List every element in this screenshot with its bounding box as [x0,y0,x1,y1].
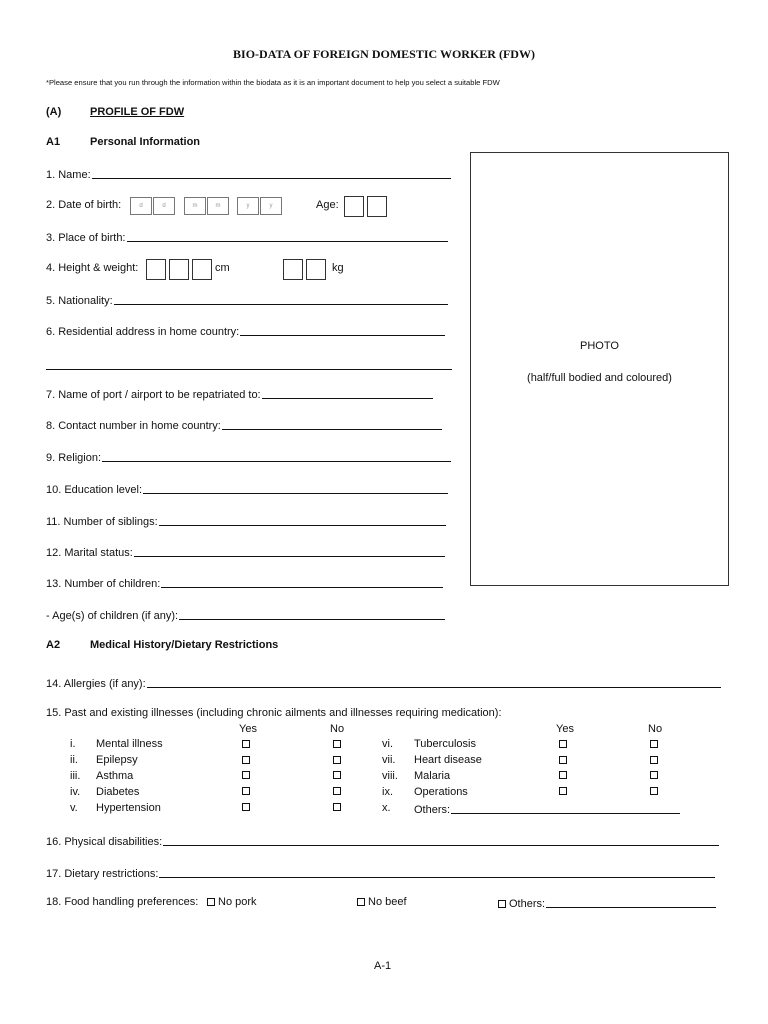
disabilities-field[interactable] [46,832,719,848]
food-others-line[interactable] [546,907,716,908]
operations-yes-checkbox[interactable] [559,787,567,795]
nationality-field[interactable] [46,291,448,307]
cm-unit: cm [215,262,230,274]
food-others-field[interactable] [498,894,716,910]
no-pork-checkbox[interactable] [207,898,215,906]
weight-box-2[interactable] [306,259,326,280]
weight-box-1[interactable] [283,259,303,280]
nationality-label: 5. Nationality: [46,295,113,307]
dob-day-box-2[interactable]: d [153,197,175,215]
age-box-1[interactable] [344,196,364,217]
contact-label: 8. Contact number in home country: [46,420,221,432]
religion-label: 9. Religion: [46,452,102,464]
illness-num: iii. [70,770,81,782]
address-label: 6. Residential address in home country: [46,326,240,338]
illness-yes-header-right: Yes [556,723,574,735]
diabetes-yes-checkbox[interactable] [242,787,250,795]
address-field[interactable] [46,322,445,338]
food-label: 18. Food handling preferences: [46,896,199,908]
education-line[interactable] [143,493,448,494]
illness-num: ii. [70,754,78,766]
illness-num: x. [382,802,391,814]
illness-num: i. [70,738,76,750]
illnesses-question: 15. Past and existing illnesses (including chronic ailments and illnesses requiring medication): [46,707,502,719]
illness-name: Epilepsy [96,754,138,766]
illness-no-header-left: No [330,723,345,735]
dob-year-box-1[interactable]: y [237,197,259,215]
hypertension-yes-checkbox[interactable] [242,803,250,811]
height-box-1[interactable] [146,259,166,280]
epilepsy-no-checkbox[interactable] [333,756,341,764]
illness-num: vii. [382,754,396,766]
contact-field[interactable] [46,416,442,432]
heart-disease-yes-checkbox[interactable] [559,756,567,764]
disabilities-label: 16. Physical disabilities: [46,836,163,848]
age-box-2[interactable] [367,196,387,217]
tuberculosis-no-checkbox[interactable] [650,740,658,748]
illness-no-header-right: No [648,723,663,735]
asthma-yes-checkbox[interactable] [242,771,250,779]
photo-box[interactable] [470,152,729,586]
other-illness-line[interactable] [451,813,680,814]
mental-illness-no-checkbox[interactable] [333,740,341,748]
address-line-2[interactable] [46,369,452,370]
illness-name: Hypertension [96,802,161,814]
siblings-field[interactable] [46,512,446,528]
operations-no-checkbox[interactable] [650,787,658,795]
children-age-line[interactable] [179,619,445,620]
pob-field[interactable] [46,228,448,244]
no-beef-checkbox[interactable] [357,898,365,906]
illness-num: v. [70,802,78,814]
dob-month-box-2[interactable]: m [207,197,229,215]
nationality-line[interactable] [114,304,448,305]
food-others-checkbox[interactable] [498,900,506,908]
document-title: BIO-DATA OF FOREIGN DOMESTIC WORKER (FDW) [233,47,535,61]
dietary-field[interactable] [46,864,715,880]
heart-disease-no-checkbox[interactable] [650,756,658,764]
a2-code: A2 [46,639,61,651]
marital-field[interactable] [46,543,445,559]
dietary-line[interactable] [159,877,715,878]
kg-unit: kg [332,262,344,274]
food-others-option[interactable] [498,898,545,910]
marital-line[interactable] [134,556,445,557]
diabetes-no-checkbox[interactable] [333,787,341,795]
section-a-title: PROFILE OF FDW [90,106,185,118]
religion-field[interactable] [46,448,451,464]
allergies-field[interactable] [46,674,721,690]
photo-label: PHOTO [580,340,619,352]
illness-num: vi. [382,738,393,750]
no-beef-label: No beef [368,896,407,908]
food-others-label: Others: [509,898,546,910]
illness-name: Malaria [414,770,451,782]
illness-name: Diabetes [96,786,140,798]
religion-line[interactable] [102,461,451,462]
a1-code: A1 [46,136,61,148]
no-beef-option[interactable] [357,896,407,908]
illness-name: Mental illness [96,738,163,750]
dob-month-box-1[interactable]: m [184,197,206,215]
page-number: A-1 [374,960,392,972]
illness-num: viii. [382,770,398,782]
hypertension-no-checkbox[interactable] [333,803,341,811]
pob-line[interactable] [127,241,448,242]
dob-label: 2. Date of birth: [46,199,122,211]
illness-yes-header-left: Yes [239,723,257,735]
children-age-field[interactable] [46,606,445,622]
no-pork-option[interactable] [207,896,257,908]
dob-year-box-2[interactable]: y [260,197,282,215]
disabilities-line[interactable] [163,845,719,846]
dob-day-box-1[interactable]: d [130,197,152,215]
port-label: 7. Name of port / airport to be repatriated to: [46,389,261,401]
illness-name: Tuberculosis [414,738,476,750]
photo-caption: (half/full bodied and coloured) [527,372,672,384]
epilepsy-yes-checkbox[interactable] [242,756,250,764]
malaria-yes-checkbox[interactable] [559,771,567,779]
a1-title: Personal Information [90,136,201,148]
pob-label: 3. Place of birth: [46,232,126,244]
other-illness-field[interactable] [414,800,680,816]
siblings-line[interactable] [159,525,446,526]
marital-label: 12. Marital status: [46,547,133,559]
contact-line[interactable] [222,429,442,430]
malaria-no-checkbox[interactable] [650,771,658,779]
name-line[interactable] [92,178,451,179]
children-field[interactable] [46,574,443,590]
illness-name: Operations [414,786,468,798]
port-line[interactable] [262,398,433,399]
siblings-label: 11. Number of siblings: [46,516,158,528]
a2-title: Medical History/Dietary Restrictions [90,639,279,651]
dietary-label: 17. Dietary restrictions: [46,868,159,880]
children-line[interactable] [161,587,443,588]
no-pork-label: No pork [218,896,257,908]
education-label: 10. Education level: [46,484,143,496]
name-field[interactable] [46,165,451,181]
section-a-code: (A) [46,106,62,118]
port-field[interactable] [46,385,433,401]
mental-illness-yes-checkbox[interactable] [242,740,250,748]
children-age-label: - Age(s) of children (if any): [46,610,179,622]
allergies-line[interactable] [147,687,721,688]
illness-num: ix. [382,786,393,798]
height-weight-label: 4. Height & weight: [46,262,139,274]
illness-name: Asthma [96,770,134,782]
asthma-no-checkbox[interactable] [333,771,341,779]
height-box-2[interactable] [169,259,189,280]
instruction-note: *Please ensure that you run through the information within the biodata as it is an important document to help you select a suitable FDW [46,78,500,87]
name-label: 1. Name: [46,169,91,181]
illness-num: iv. [70,786,81,798]
height-box-3[interactable] [192,259,212,280]
age-label: Age: [316,199,339,211]
education-field[interactable] [46,480,448,496]
children-label: 13. Number of children: [46,578,161,590]
illness-name: Others: [414,804,451,816]
address-line[interactable] [240,335,445,336]
illness-name: Heart disease [414,754,482,766]
allergies-label: 14. Allergies (if any): [46,678,146,690]
tuberculosis-yes-checkbox[interactable] [559,740,567,748]
